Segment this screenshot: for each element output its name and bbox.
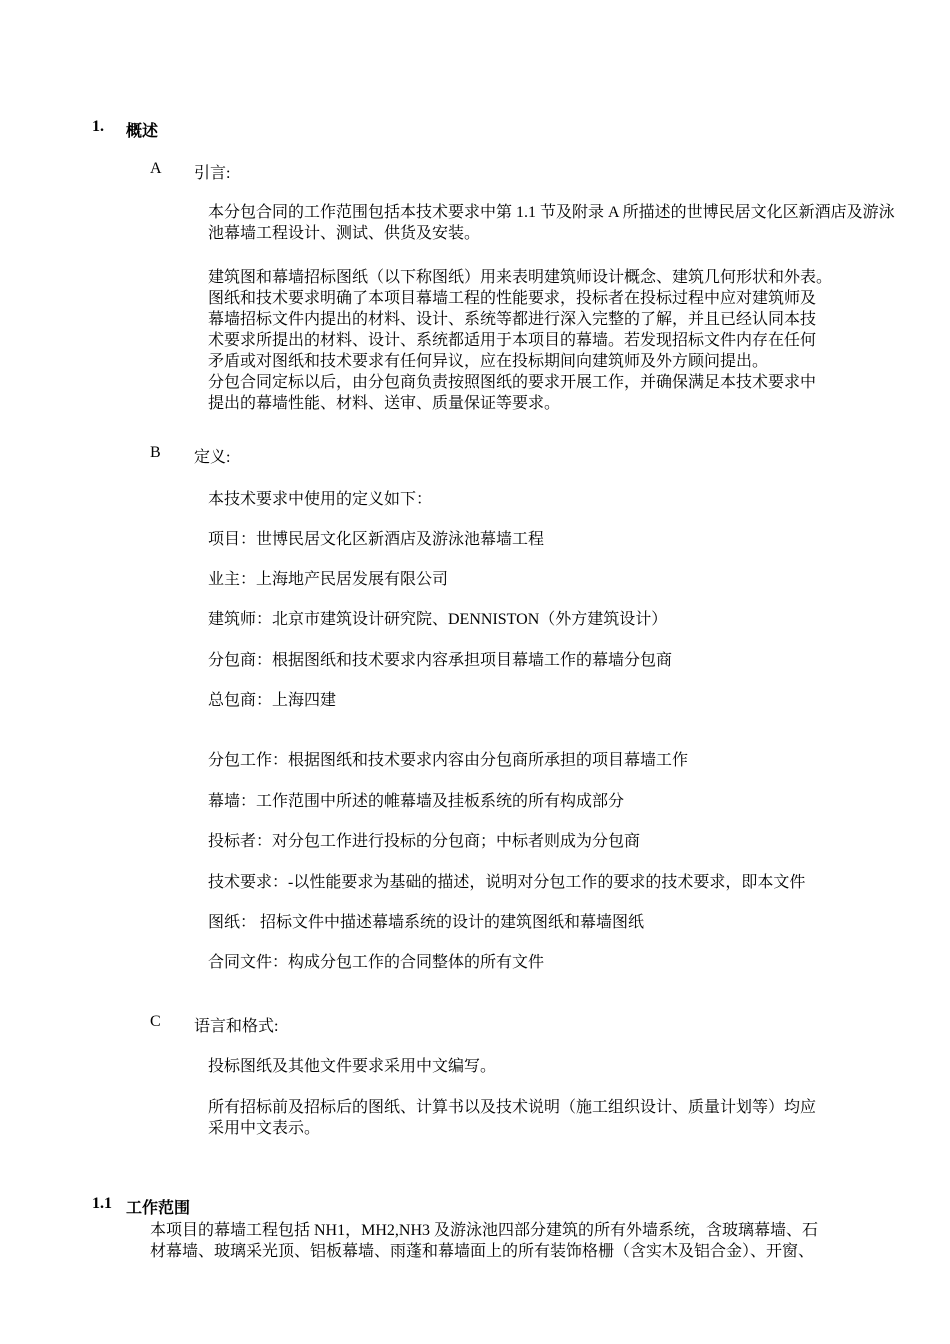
text-line: 图纸和技术要求明确了本项目幕墙工程的性能要求，投标者在投标过程中应对建筑师及 <box>208 290 817 307</box>
part-a-label: 引言: <box>194 165 231 182</box>
definition-item: 技术要求：-以性能要求为基础的描述，说明对分包工作的要求的技术要求，即本文件 <box>208 874 806 891</box>
definition-item: 合同文件：构成分包工作的合同整体的所有文件 <box>208 954 545 971</box>
text-line: 本项目的幕墙工程包括 NH1，MH2,NH3 及游泳池四部分建筑的所有外墙系统，含玻璃幕墙、石 <box>150 1222 819 1239</box>
text-line: 采用中文表示。 <box>208 1120 321 1137</box>
definition-item: 总包商：上海四建 <box>208 692 337 709</box>
definition-item: 投标者：对分包工作进行投标的分包商；中标者则成为分包商 <box>208 833 641 850</box>
definition-item: 建筑师：北京市建筑设计研究院、DENNISTON（外方建筑设计） <box>208 611 668 628</box>
section-title: 概述 <box>126 123 159 140</box>
part-b-letter: B <box>150 444 161 461</box>
text-line: 分包合同定标以后，由分包商负责按照图纸的要求开展工作，并确保满足本技术要求中 <box>208 374 817 391</box>
part-b-label: 定义: <box>194 449 231 466</box>
definition-item: 分包工作：根据图纸和技术要求内容由分包商所承担的项目幕墙工作 <box>208 752 689 769</box>
section-number: 1. <box>92 118 104 135</box>
text-line: 矛盾或对图纸和技术要求有任何异议，应在投标期间向建筑师及外方顾问提出。 <box>208 353 769 370</box>
part-a-letter: A <box>150 160 162 177</box>
text-line: 材幕墙、玻璃采光顶、铝板幕墙、雨蓬和幕墙面上的所有装饰格栅（含实木及铝合金）、开窗、 <box>150 1243 815 1260</box>
definitions-intro: 本技术要求中使用的定义如下： <box>208 491 433 508</box>
text-line: 建筑图和幕墙招标图纸（以下称图纸）用来表明建筑师设计概念、建筑几何形状和外表。 <box>208 269 833 286</box>
definition-item: 项目：世博民居文化区新酒店及游泳池幕墙工程 <box>208 531 545 548</box>
part-c-letter: C <box>150 1013 161 1030</box>
definition-item: 图纸： 招标文件中描述幕墙系统的设计的建筑图纸和幕墙图纸 <box>208 914 645 931</box>
subsection-title: 工作范围 <box>126 1200 191 1217</box>
subsection-number: 1.1 <box>92 1195 112 1212</box>
part-c-paragraph-1: 投标图纸及其他文件要求采用中文编写。 <box>208 1058 497 1075</box>
definition-item: 幕墙：工作范围中所述的帷幕墙及挂板系统的所有构成部分 <box>208 793 625 810</box>
part-c-label: 语言和格式: <box>194 1018 279 1035</box>
text-line: 所有招标前及招标后的图纸、计算书以及技术说明（施工组织设计、质量计划等）均应 <box>208 1099 817 1116</box>
definition-item: 分包商：根据图纸和技术要求内容承担项目幕墙工作的幕墙分包商 <box>208 652 673 669</box>
text-line: 术要求所提出的材料、设计、系统都适用于本项目的幕墙。若发现招标文件内存在任何 <box>208 332 817 349</box>
text-line: 幕墙招标文件内提出的材料、设计、系统等都进行深入完整的了解，并且已经认同本技 <box>208 311 817 328</box>
part-a-paragraph-1: 本分包合同的工作范围包括本技术要求中第 1.1 节及附录 A 所描述的世博民居文化区新酒店及游泳池幕墙工程设计、测试、供货及安装。 <box>208 204 895 242</box>
text-line: 提出的幕墙性能、材料、送审、质量保证等要求。 <box>208 395 561 412</box>
definition-item: 业主：上海地产民居发展有限公司 <box>208 571 449 588</box>
